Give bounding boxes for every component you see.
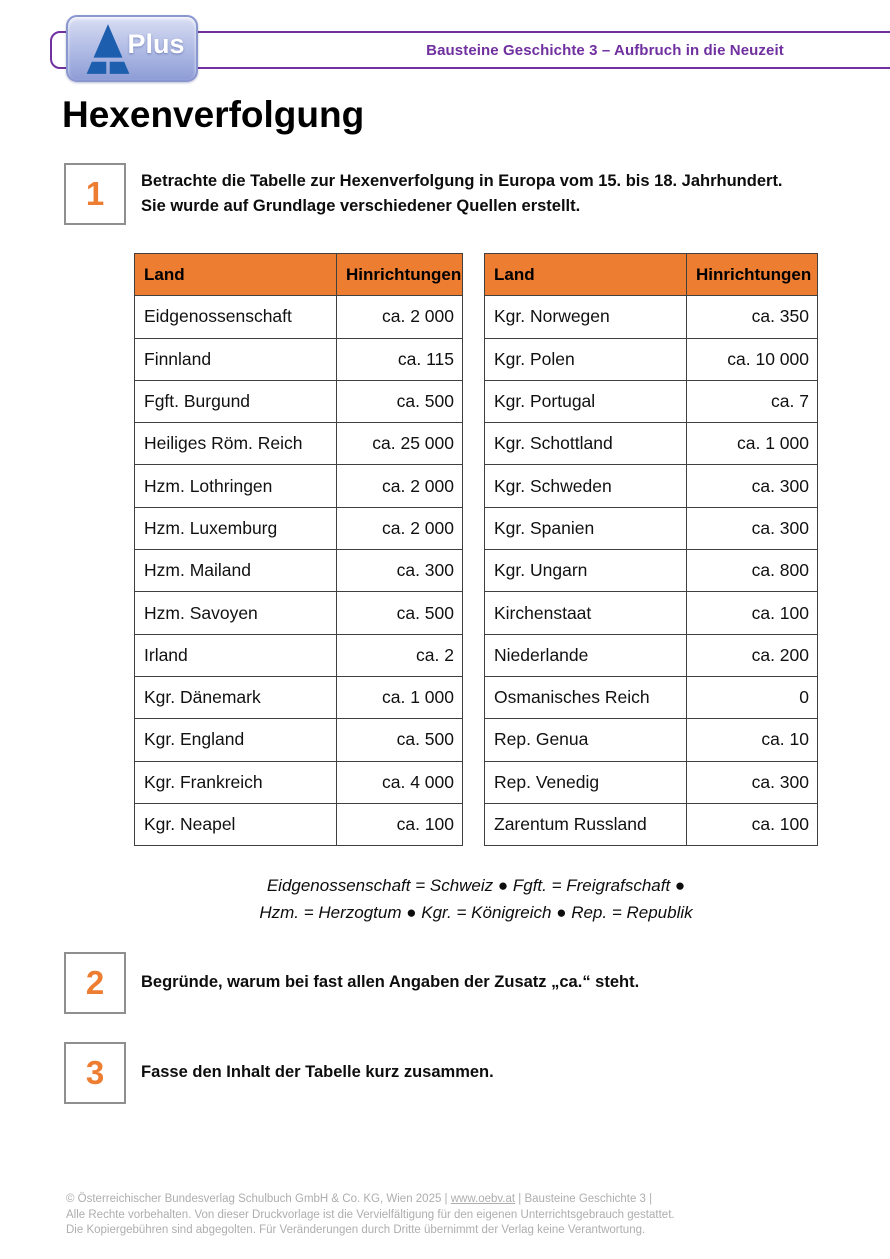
- table-row: [485, 423, 818, 465]
- task-1-line-2: Sie wurde auf Grundlage verschiedener Quellen erstellt.: [141, 197, 581, 215]
- executions-cell: ca. 2 000: [337, 296, 463, 338]
- table-row: [485, 634, 818, 676]
- executions-cell: ca. 2 000: [337, 507, 463, 549]
- table-row: [485, 380, 818, 422]
- footer-line-3: Die Kopiergebühren sind abgegolten. Für Veränderungen durch Dritte übernimmt der Verlag keine Verantwortung.: [66, 1224, 646, 1236]
- copyright-footer: [66, 1192, 846, 1239]
- land-cell: Kgr. Frankreich: [135, 761, 337, 803]
- executions-cell: ca. 300: [687, 761, 818, 803]
- executions-cell: ca. 2 000: [337, 465, 463, 507]
- land-cell: Hzm. Luxemburg: [135, 507, 337, 549]
- task-1-text: [141, 169, 783, 220]
- table-row: [135, 423, 463, 465]
- executions-cell: ca. 300: [687, 507, 818, 549]
- table-row: [135, 465, 463, 507]
- executions-cell: ca. 10 000: [687, 338, 818, 380]
- task-2-number-box: 2: [64, 952, 126, 1014]
- task-3: [64, 1042, 494, 1104]
- oebv-plus-logo: [66, 15, 198, 82]
- land-cell: Kgr. Spanien: [485, 507, 687, 549]
- land-cell: Kgr. Portugal: [485, 380, 687, 422]
- executions-cell: ca. 500: [337, 592, 463, 634]
- table-row: [485, 803, 818, 845]
- header-land: Land: [135, 254, 337, 296]
- task-3-text: Fasse den Inhalt der Tabelle kurz zusammen.: [141, 1063, 494, 1082]
- executions-cell: ca. 7: [687, 380, 818, 422]
- table-row: [135, 507, 463, 549]
- table-row: [135, 338, 463, 380]
- land-cell: Kgr. Dänemark: [135, 676, 337, 718]
- land-cell: Eidgenossenschaft: [135, 296, 337, 338]
- land-cell: Kgr. Ungarn: [485, 550, 687, 592]
- land-cell: Hzm. Savoyen: [135, 592, 337, 634]
- footer-line-1: [66, 1192, 846, 1208]
- footer-line-2: Alle Rechte vorbehalten. Von dieser Druckvorlage ist die Vervielfältigung für den eigenen Unterrichtsgebrauch gestattet.: [66, 1208, 675, 1221]
- land-cell: Kgr. England: [135, 719, 337, 761]
- task-2: [64, 952, 639, 1014]
- executions-cell: ca. 100: [687, 592, 818, 634]
- task-1-line-1: Betrachte die Tabelle zur Hexenverfolgung in Europa vom 15. bis 18. Jahrhundert.: [141, 171, 783, 190]
- task-1-number-box: 1: [64, 163, 126, 225]
- table-row: [135, 676, 463, 718]
- table-row: [485, 592, 818, 634]
- executions-cell: ca. 4 000: [337, 761, 463, 803]
- land-cell: Finnland: [135, 338, 337, 380]
- table-row: [485, 719, 818, 761]
- land-cell: Kgr. Polen: [485, 338, 687, 380]
- oebv-link[interactable]: www.oebv.at: [450, 1193, 516, 1205]
- executions-cell: ca. 2: [337, 634, 463, 676]
- header-executions: Hinrichtungen: [337, 254, 463, 296]
- table-row: [135, 296, 463, 338]
- table-row: [135, 380, 463, 422]
- table-header-row: [485, 254, 818, 296]
- executions-cell: ca. 500: [337, 380, 463, 422]
- land-cell: Niederlande: [485, 634, 687, 676]
- table-row: [485, 465, 818, 507]
- executions-cell: ca. 1 000: [687, 423, 818, 465]
- table-row: [135, 634, 463, 676]
- table-row: [485, 550, 818, 592]
- land-cell: Kgr. Neapel: [135, 803, 337, 845]
- land-cell: Kgr. Schweden: [485, 465, 687, 507]
- land-cell: Fgft. Burgund: [135, 380, 337, 422]
- executions-cell: 0: [687, 676, 818, 718]
- land-cell: Irland: [135, 634, 337, 676]
- table-row: [485, 338, 818, 380]
- table-row: [485, 296, 818, 338]
- task-3-number-box: 3: [64, 1042, 126, 1104]
- header-land: Land: [485, 254, 687, 296]
- executions-cell: ca. 500: [337, 719, 463, 761]
- footer-series-text: | Bausteine Geschichte 3 |: [515, 1193, 653, 1205]
- table-row: [485, 676, 818, 718]
- banner-title: Bausteine Geschichte 3 – Aufbruch in die Neuzeit: [426, 41, 784, 59]
- executions-cell: ca. 200: [687, 634, 818, 676]
- land-cell: Kgr. Schottland: [485, 423, 687, 465]
- legend-line-1: Eidgenossenschaft = Schweiz ● Fgft. = Freigrafschaft ●: [266, 876, 686, 895]
- task-2-text: Begründe, warum bei fast allen Angaben der Zusatz „ca.“ steht.: [141, 973, 640, 992]
- logo-label: Plus: [127, 29, 185, 59]
- executions-cell: ca. 25 000: [337, 423, 463, 465]
- table-row: [485, 761, 818, 803]
- executions-table-right: [484, 253, 818, 846]
- table-row: [135, 550, 463, 592]
- page-title: Hexenverfolgung: [62, 94, 365, 135]
- executions-table-left: [134, 253, 463, 846]
- land-cell: Zarentum Russland: [485, 803, 687, 845]
- abbreviations-legend: [134, 872, 818, 926]
- table-header-row: [135, 254, 463, 296]
- table-row: [135, 761, 463, 803]
- executions-cell: ca. 300: [337, 550, 463, 592]
- executions-cell: ca. 1 000: [337, 676, 463, 718]
- table-row: [135, 592, 463, 634]
- executions-cell: ca. 800: [687, 550, 818, 592]
- land-cell: Kirchenstaat: [485, 592, 687, 634]
- header-executions: Hinrichtungen: [687, 254, 818, 296]
- executions-cell: ca. 350: [687, 296, 818, 338]
- land-cell: Osmanisches Reich: [485, 676, 687, 718]
- executions-cell: ca. 100: [337, 803, 463, 845]
- land-cell: Hzm. Lothringen: [135, 465, 337, 507]
- executions-cell: ca. 100: [687, 803, 818, 845]
- task-1: [64, 163, 783, 225]
- footer-copyright-text: © Österreichischer Bundesverlag Schulbuch GmbH & Co. KG, Wien 2025 |: [66, 1193, 451, 1205]
- executions-cell: ca. 115: [337, 338, 463, 380]
- legend-line-2: Hzm. = Herzogtum ● Kgr. = Königreich ● Rep. = Republik: [259, 903, 693, 922]
- executions-cell: ca. 10: [687, 719, 818, 761]
- table-row: [485, 507, 818, 549]
- land-cell: Kgr. Norwegen: [485, 296, 687, 338]
- table-row: [135, 803, 463, 845]
- land-cell: Rep. Venedig: [485, 761, 687, 803]
- land-cell: Rep. Genua: [485, 719, 687, 761]
- executions-cell: ca. 300: [687, 465, 818, 507]
- land-cell: Hzm. Mailand: [135, 550, 337, 592]
- land-cell: Heiliges Röm. Reich: [135, 423, 337, 465]
- table-row: [135, 719, 463, 761]
